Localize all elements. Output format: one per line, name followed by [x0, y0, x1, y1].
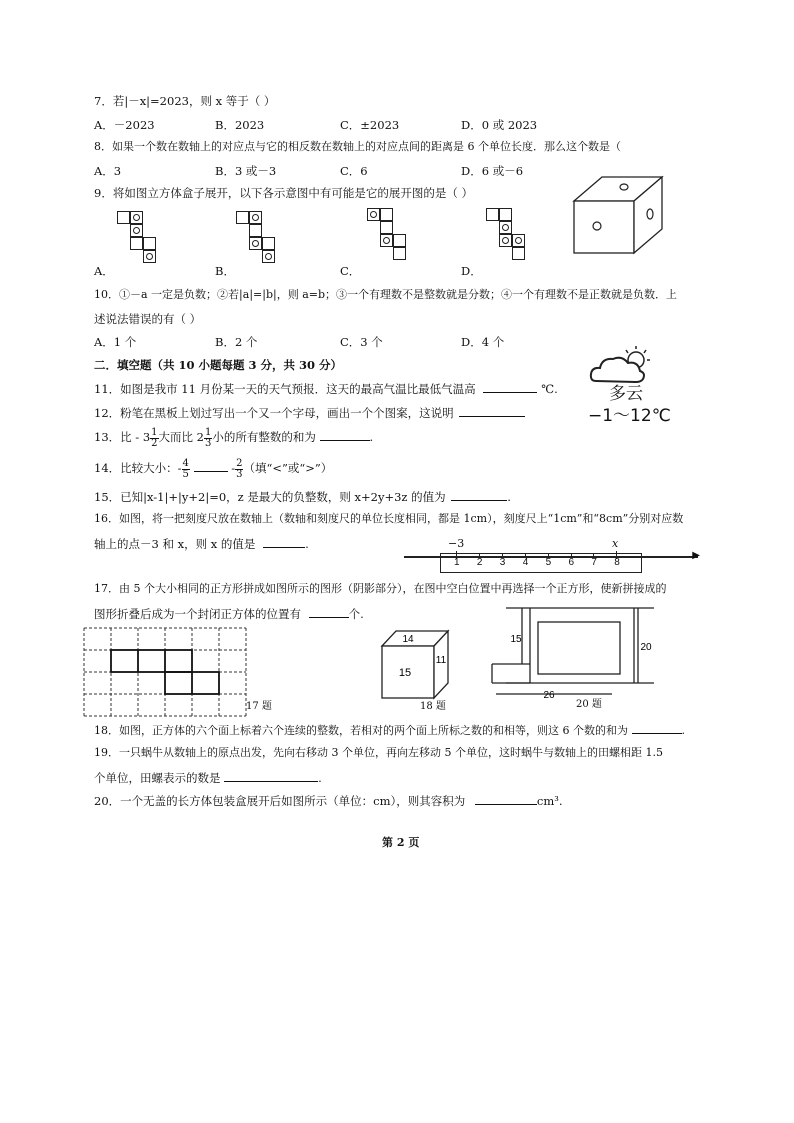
q8-option-d: D．6 或－6 [461, 164, 524, 178]
q9-option-a: A． [94, 264, 114, 278]
net-d [486, 208, 546, 270]
q9-option-b: B． [215, 264, 235, 278]
q8-option-a: A．3 [94, 164, 122, 178]
q13-part2: 大而比 2 [158, 430, 205, 444]
section-title: 二．填空题（共 10 小题每题 3 分，共 30 分） [94, 358, 343, 372]
circle-icon [515, 237, 522, 244]
q14-fraction2: $\frac{2}{3}$ [236, 457, 243, 480]
circle-icon [146, 253, 153, 260]
net-a [117, 211, 177, 273]
ruler-tick [456, 553, 457, 557]
ruler-tick [548, 553, 549, 557]
circle-icon [133, 214, 140, 221]
q14-part1: 14．比较大小：- [94, 461, 182, 475]
q8-stem: 8．如果一个数在数轴上的对应点与它的相反数在数轴上的对应点间的距离是 6 个单位长度．那么这个数是（ [94, 140, 621, 153]
ruler-tick-label: 5 [545, 557, 552, 568]
circle-icon [370, 211, 377, 218]
ruler-tick-label: 1 [454, 557, 460, 568]
net-b [236, 211, 296, 273]
q13-part3: 小的所有整数的和为 [212, 430, 316, 444]
q7-option-b: B．2023 [215, 118, 265, 132]
q16-line1: 16．如图，将一把刻度尺放在数轴上（数轴和刻度尺的单位长度相同，都是 1cm），刻度尺上“1cm”和“8cm”分别对应数 [94, 512, 684, 525]
axis-label-x: x [612, 537, 619, 550]
q9-stem: 9．将如图立方体盒子展开，以下各示意图中有可能是它的展开图的是（ ） [94, 186, 473, 200]
q14-fraction1: $\frac{4}{5}$ [182, 457, 189, 480]
page-footer: 第 2 页 [382, 836, 420, 849]
weather-condition: 多云 [609, 384, 643, 404]
q15-answer-blank[interactable] [451, 489, 507, 501]
q7-option-c: C．±2023 [340, 118, 400, 132]
fig18-caption: 18 题 [420, 701, 446, 712]
q16-stem: 轴上的点－3 和 x，则 x 的值是 [94, 537, 256, 551]
q18-stem: 18．如图，正方体的六个面上标着六个连续的整数，若相对的两个面上所标之数的和相等，则这 6 个数的和为 [94, 724, 628, 737]
q11-unit: ℃. [541, 382, 558, 396]
circle-icon [133, 227, 140, 234]
q14-part3: （填“<”或“>”） [243, 461, 333, 475]
ruler-tick-label: 4 [522, 557, 529, 568]
circle-icon [383, 237, 390, 244]
ruler-tick-label: 6 [568, 557, 575, 568]
q13-fraction1: $\frac{1}{2}$ [151, 426, 158, 449]
ruler-tick [525, 553, 526, 557]
q7-stem: 7．若|－x|=2023，则 x 等于（ ） [94, 94, 276, 108]
ruler-tick [571, 553, 572, 557]
q16-answer-blank[interactable] [263, 536, 305, 548]
q17-suffix: 个. [348, 607, 364, 621]
q19-line1: 19．一只蜗牛从数轴上的原点出发，先向右移动 3 个单位，再向左移动 5 个单位，这时蜗牛与数轴上的田螺相距 1.5 [94, 746, 663, 759]
q12-stem: 12．粉笔在黑板上划过写出一个又一个字母，画出一个个图案，这说明 [94, 406, 454, 420]
q10-option-c: C．3 个 [340, 335, 383, 349]
q10-option-b: B．2 个 [215, 335, 258, 349]
q10-line1: 10．①－a 一定是负数；②若|a|=|b|，则 a=b；③一个有理数不是整数就是分数；④一个有理数不是正数就是负数．上 [94, 288, 678, 301]
q8-option-c: C．6 [340, 164, 368, 178]
q13-answer-blank[interactable] [320, 429, 370, 441]
q12-answer-blank[interactable] [459, 405, 525, 417]
q7-option-a: A．－2023 [94, 118, 155, 132]
q10-option-a: A．1 个 [94, 335, 137, 349]
q17-answer-blank[interactable] [309, 606, 349, 618]
ruler-tick-label: 2 [476, 557, 483, 568]
fig20-label-20: 20 [640, 642, 652, 653]
cube-face-side: 11 [435, 655, 447, 666]
fig20-label-26: 26 [543, 690, 555, 701]
q13-text: 13．比 - 3 $\frac{1}{2}$ 大而比 2 $\frac{1}{3}$ 小的所有整数的和为 . [94, 426, 374, 449]
fig17-caption: 17 题 [246, 701, 272, 712]
fig18-cube [378, 626, 454, 700]
q15-stem: 15．已知|x-1|+|y+2|=0，z 是最大的负整数，则 x+2y+3z 的值为 [94, 490, 446, 504]
q20-unit: cm³. [536, 794, 563, 808]
circle-icon [252, 214, 259, 221]
q19-stem: 个单位，田螺表示的数是 [94, 771, 221, 785]
q17-line2 [94, 606, 364, 621]
q11-text [94, 381, 558, 396]
circle-icon [252, 240, 259, 247]
q18-text: 18．如图，正方体的六个面上标着六个连续的整数，若相对的两个面上所标之数的和相等，则这 6 个数的和为 . [94, 724, 685, 737]
ruler-tick [616, 553, 617, 557]
number-line-figure [404, 537, 698, 577]
ruler-tick [502, 553, 503, 557]
fig20-box-net [486, 600, 662, 706]
fig20-label-15: 15 [510, 634, 522, 645]
q17-stem: 图形折叠后成为一个封闭正方体的位置有 [94, 607, 301, 621]
circle-icon [502, 224, 509, 231]
q20-stem: 20．一个无盖的长方体包装盒展开后如图所示（单位：cm），则其容积为 [94, 794, 466, 808]
ruler-tick-label: 8 [614, 557, 620, 568]
q14-text [94, 456, 332, 480]
cube-face-top: 14 [402, 634, 414, 645]
q19-line2: 个单位，田螺表示的数是 . [94, 771, 322, 785]
q9-option-d: D． [461, 264, 482, 278]
ruler-tick-label: 3 [499, 557, 506, 568]
circle-icon [265, 253, 272, 260]
cloudy-sun-icon [588, 345, 662, 387]
q17-line1: 17．由 5 个大小相同的正方形拼成如图所示的图形（阴影部分），在图中空白位置中再选择一个正方形，使新拼接成的 [94, 582, 667, 595]
q13-part1: 13．比 - 3 [94, 430, 151, 444]
ruler-tick [479, 553, 480, 557]
q11-answer-blank[interactable] [483, 381, 537, 393]
net-c [367, 208, 427, 270]
q19-answer-blank[interactable] [224, 770, 318, 782]
axis-arrow: ▶ [692, 550, 700, 561]
ruler-tick-label: 7 [591, 557, 597, 568]
weather-temp: −1～12℃ [588, 406, 671, 426]
q14-part2: - [231, 461, 236, 475]
q11-stem: 11．如图是我市 11 月份某一天的天气预报．这天的最高气温比最低气温高 [94, 382, 476, 396]
q12-text [94, 405, 525, 420]
q20-answer-blank[interactable] [475, 793, 537, 805]
q10-option-d: D．4 个 [461, 335, 505, 349]
q8-option-b: B．3 或－3 [215, 164, 277, 178]
ruler [440, 553, 642, 573]
cube-figure [570, 174, 666, 256]
q7-option-d: D．0 或 2023 [461, 118, 538, 132]
circle-icon [502, 237, 509, 244]
fig20-caption: 20 题 [576, 699, 602, 710]
q18-answer-blank[interactable] [632, 722, 682, 734]
q14-answer-blank[interactable] [194, 460, 228, 472]
axis-label-minus3: −3 [448, 537, 465, 550]
q10-line2: 述说法错误的有（ ） [94, 312, 202, 326]
q20-text [94, 793, 563, 808]
fig17-grid [82, 626, 252, 718]
cube-face-front: 15 [398, 667, 412, 679]
q9-option-c: C． [340, 264, 361, 278]
q15-text: 15．已知|x-1|+|y+2|=0，z 是最大的负整数，则 x+2y+3z 的值为 . [94, 490, 511, 504]
q16-line2: 轴上的点－3 和 x，则 x 的值是 . [94, 537, 309, 551]
q13-fraction2: $\frac{1}{3}$ [205, 426, 212, 449]
ruler-tick [593, 553, 594, 557]
